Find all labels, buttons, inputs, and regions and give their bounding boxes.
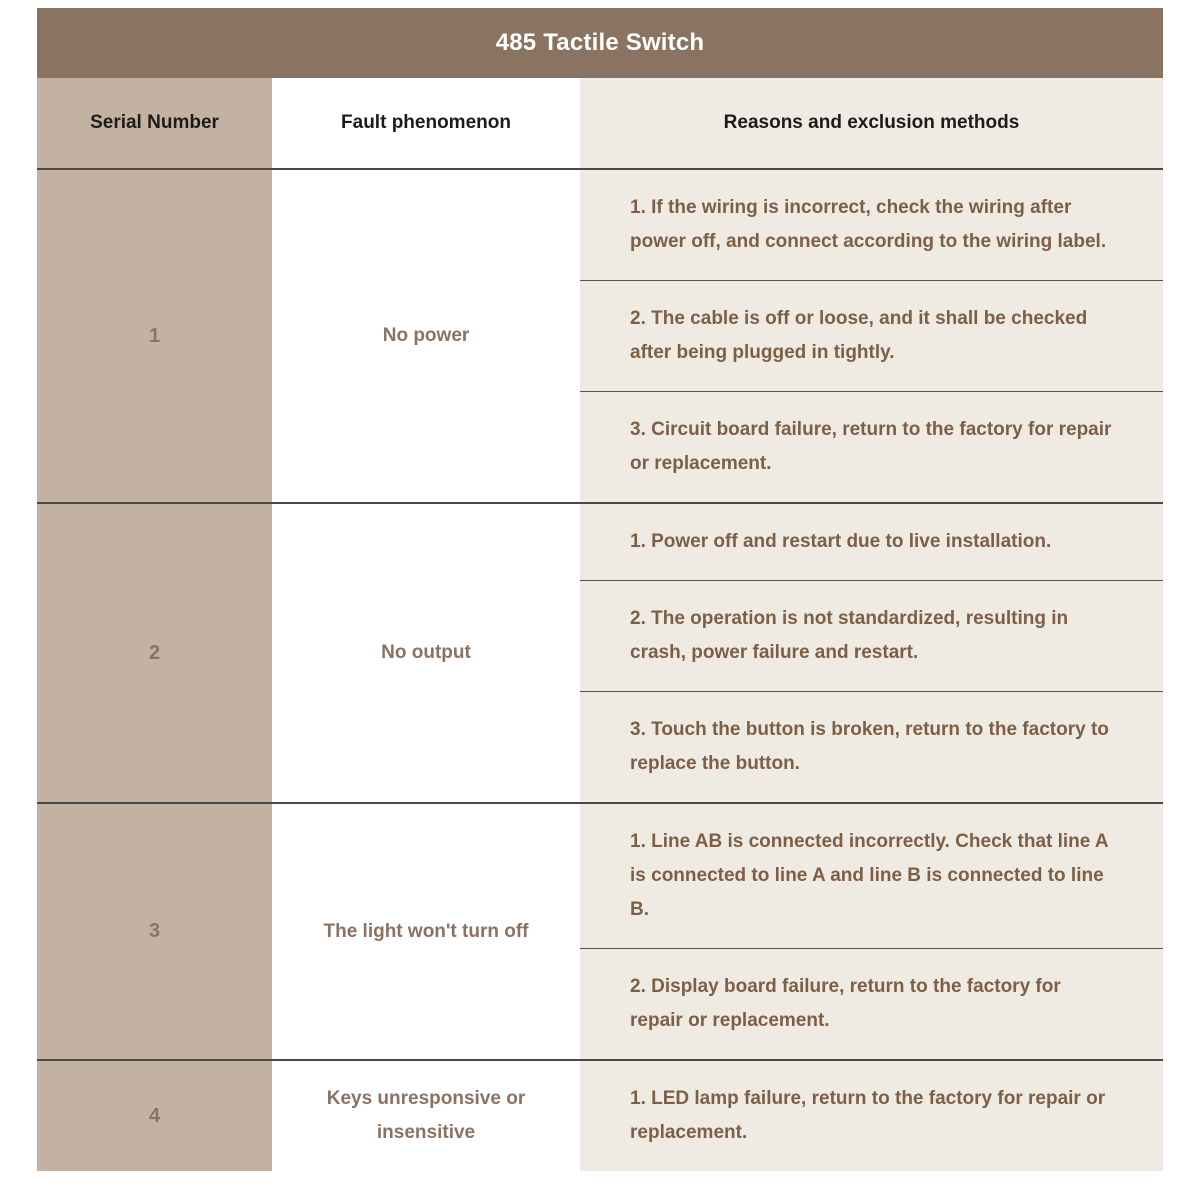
fault-cell: No power bbox=[272, 170, 580, 502]
reasons-cell bbox=[580, 1061, 1163, 1171]
reason-item: 2. The cable is off or loose, and it shall be checked after being plugged in tightly. bbox=[580, 280, 1163, 391]
column-header-reasons: Reasons and exclusion methods bbox=[580, 78, 1163, 168]
reason-item: 2. Display board failure, return to the factory for repair or replacement. bbox=[580, 948, 1163, 1059]
serial-cell: 4 bbox=[37, 1061, 272, 1171]
column-header-serial-number: Serial Number bbox=[37, 78, 272, 168]
fault-cell: Keys unresponsive or insensitive bbox=[272, 1061, 580, 1171]
reasons-cell bbox=[580, 504, 1163, 802]
reason-item: 3. Circuit board failure, return to the factory for repair or replacement. bbox=[580, 391, 1163, 502]
reason-item: 2. The operation is not standardized, resulting in crash, power failure and restart. bbox=[580, 580, 1163, 691]
column-header-fault-phenomenon: Fault phenomenon bbox=[272, 78, 580, 168]
fault-cell: The light won't turn off bbox=[272, 804, 580, 1059]
table-row-1 bbox=[37, 170, 1163, 504]
reason-item: 1. If the wiring is incorrect, check the wiring after power off, and connect according to the wiring label. bbox=[630, 197, 1107, 252]
reasons-cell bbox=[580, 804, 1163, 1059]
table-row-2 bbox=[37, 504, 1163, 804]
reason-item: 1. Line AB is connected incorrectly. Check that line A is connected to line A and line B is connected to line B. bbox=[630, 831, 1108, 920]
table-row-4 bbox=[37, 1061, 1163, 1171]
reason-item: 1. Power off and restart due to live installation. bbox=[630, 531, 1052, 552]
reason-item: 1. LED lamp failure, return to the factory for repair or replacement. bbox=[630, 1088, 1106, 1143]
serial-cell: 1 bbox=[37, 170, 272, 502]
serial-cell: 2 bbox=[37, 504, 272, 802]
fault-table bbox=[37, 8, 1163, 1171]
table-title: 485 Tactile Switch bbox=[37, 8, 1163, 78]
reason-item: 3. Touch the button is broken, return to the factory to replace the button. bbox=[580, 691, 1163, 802]
table-header-row bbox=[37, 78, 1163, 170]
reasons-cell bbox=[580, 170, 1163, 502]
serial-cell: 3 bbox=[37, 804, 272, 1059]
table-row-3 bbox=[37, 804, 1163, 1061]
fault-cell: No output bbox=[272, 504, 580, 802]
